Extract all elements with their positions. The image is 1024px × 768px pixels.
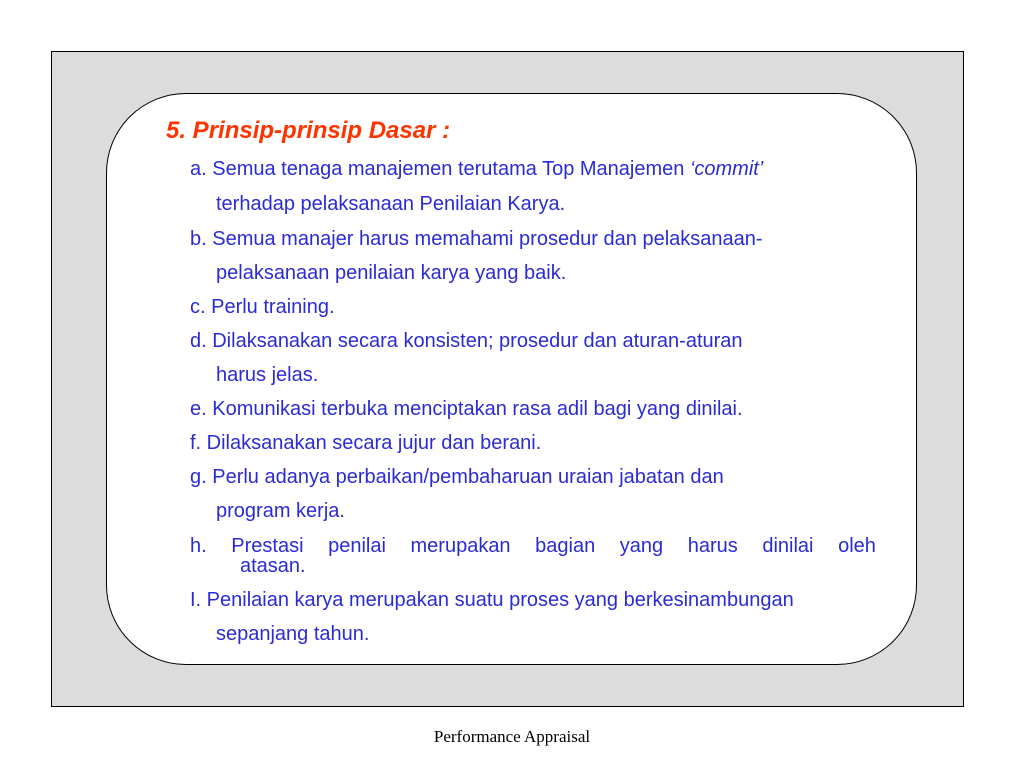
item-b-line2: pelaksanaan penilaian karya yang baik. [216,262,567,284]
item-d-line2: harus jelas. [216,364,319,386]
item-h-word: yang [619,535,664,557]
item-h-word: merupakan [410,535,511,557]
item-h-line1 [190,535,876,557]
item-h-word: h. [190,535,207,557]
item-i-line1: I. Penilaian karya merupakan suatu proses yang berkesinambungan [190,589,794,611]
item-f-line1: f. Dilaksanakan secara jujur dan berani. [190,432,542,454]
item-h-word: penilai [328,535,386,557]
item-e-line1: e. Komunikasi terbuka menciptakan rasa adil bagi yang dinilai. [190,398,743,420]
item-a-line1 [190,158,763,180]
item-c-line1: c. Perlu training. [190,296,335,318]
slide-heading: 5. Prinsip-prinsip Dasar : [166,117,451,144]
item-d-line1: d. Dilaksanakan secara konsisten; prosedur dan aturan-aturan [190,330,743,352]
footer-caption: Performance Appraisal [433,727,591,746]
item-h-word: oleh [838,535,876,557]
item-i-line2: sepanjang tahun. [216,623,370,645]
item-h-word: Prestasi [231,535,304,557]
item-g-line2: program kerja. [216,500,345,522]
item-b-line1: b. Semua manajer harus memahami prosedur dan pelaksanaan- [190,228,763,250]
item-h-word: harus [687,535,738,557]
item-a-commit: ‘commit’ [689,158,764,180]
item-g-line1: g. Perlu adanya perbaikan/pembaharuan uraian jabatan dan [190,466,724,488]
item-a-line2: terhadap pelaksanaan Penilaian Karya. [216,193,566,215]
item-h-line2: atasan. [240,555,306,577]
item-a-text: a. Semua tenaga manajemen terutama Top Manajemen [190,158,690,180]
item-h-word: dinilai [762,535,814,557]
item-h-word: bagian [535,535,596,557]
